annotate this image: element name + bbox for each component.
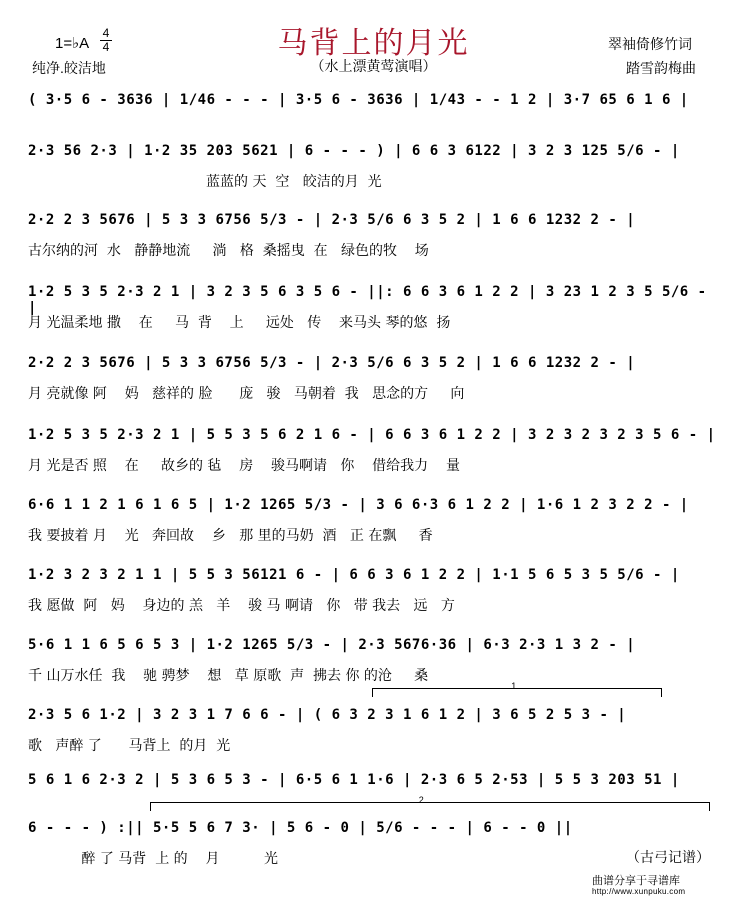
notation-line: 2·2 2 3 5676 | 5 3 3 6756 5/3 - | 2·3 5/6 6 3 5 2 | 1 6 6 1232 2 - | bbox=[28, 355, 636, 371]
notation-line: 1·2 5 3 5 2·3 2 1 | 5 5 3 5 6 2 1 6 - | 6 6 3 6 1 2 2 | 3 2 3 2 3 2 3 5 6 - | bbox=[28, 427, 716, 443]
time-signature bbox=[100, 28, 112, 53]
volta-2-label: 2 bbox=[418, 795, 424, 805]
volta-1 bbox=[372, 681, 662, 691]
lyrics-line: 千 山万水任 我 驰 骋梦 想 草 原歌 声 拂去 你 的沧 桑 bbox=[28, 668, 429, 684]
lyrics-line: 歌 声醉 了 马背上 的月 光 bbox=[28, 738, 231, 754]
lyrics-line: 月 光温柔地 撒 在 马 背 上 远处 传 来马头 琴的悠 扬 bbox=[28, 315, 451, 331]
notation-line: ( 3·5 6 - 3636 | 1/46 - - - | 3·5 6 - 3636 | 1/43 - - 1 2 | 3·7 65 6 1 6 | bbox=[28, 92, 689, 108]
expression-mark: 纯净.皎洁地 bbox=[32, 60, 106, 76]
notation-line: 2·3 56 2·3 | 1·2 35 203 5621 | 6 - - - ) | 6 6 3 6122 | 3 2 3 125 5/6 - | bbox=[28, 143, 680, 159]
song-title: 马背上的月光 bbox=[277, 26, 470, 61]
lyrics-line: 我 要披着 月 光 奔回故 乡 那 里的马奶 酒 正 在飘 香 bbox=[28, 528, 433, 544]
notation-line: 6 - - - ) :|| 5·5 5 6 7 3· | 5 6 - 0 | 5/6 - - - | 6 - - 0 || bbox=[28, 820, 573, 836]
volta-2 bbox=[150, 795, 710, 805]
notation-line: 1·2 3 2 3 2 1 1 | 5 5 3 56121 6 - | 6 6 3 6 1 2 2 | 1·1 5 6 5 3 5 5/6 - | bbox=[28, 567, 680, 583]
lyrics-line: 月 亮就像 阿 妈 慈祥的 脸 庞 骏 马朝着 我 思念的方 向 bbox=[28, 386, 465, 402]
meter-bottom: 4 bbox=[102, 40, 110, 54]
notation-line: 6·6 1 1 2 1 6 1 6 5 | 1·2 1265 5/3 - | 3 6 6·3 6 1 2 2 | 1·6 1 2 3 2 2 - | bbox=[28, 497, 689, 513]
lyrics-line: 古尔纳的河 水 静静地流 淌 格 桑摇曳 在 绿色的牧 场 bbox=[28, 243, 429, 259]
notation-line: 5 6 1 6 2·3 2 | 5 3 6 5 3 - | 6·5 6 1 1·6 | 2·3 6 5 2·53 | 5 5 3 203 51 | bbox=[28, 772, 680, 788]
lyrics-line: 醉 了 马背 上 的 月 光 bbox=[28, 851, 278, 867]
site-url: http://www.xunpuku.com bbox=[592, 887, 686, 896]
notation-line: 5·6 1 1 6 5 6 5 3 | 1·2 1265 5/3 - | 2·3 5676·36 | 6·3 2·3 1 3 2 - | bbox=[28, 637, 636, 653]
volta-1-label: 1 bbox=[511, 681, 517, 691]
notation-line: 1·2 5 3 5 2·3 2 1 | 3 2 3 5 6 3 5 6 - ||: 6 6 3 6 1 2 2 | 3 23 1 2 3 5 5/6 - | bbox=[28, 284, 707, 316]
meter-top: 4 bbox=[102, 26, 110, 40]
notation-line: 2·2 2 3 5676 | 5 3 3 6756 5/3 - | 2·3 5/6 6 3 5 2 | 1 6 6 1232 2 - | bbox=[28, 212, 636, 228]
key-signature: 1=♭A bbox=[55, 35, 90, 52]
lyrics-line: 蓝蓝的 天 空 皎洁的月 光 bbox=[28, 174, 382, 190]
lyrics-line: 月 光是否 照 在 故乡的 毡 房 骏马啊请 你 借给我力 量 bbox=[28, 458, 460, 474]
lyrics-line: 我 愿做 阿 妈 身边的 羔 羊 骏 马 啊请 你 带 我去 远 方 bbox=[28, 598, 455, 614]
composer-credit: 踏雪韵梅曲 bbox=[626, 60, 696, 76]
copyright-text: 曲谱分享于寻谱库 bbox=[592, 875, 680, 887]
transcriber-credit: （古弓记谱） bbox=[626, 849, 710, 865]
lyricist-credit: 翠袖倚修竹词 bbox=[608, 36, 692, 52]
notation-line: 2·3 5 6 1·2 | 3 2 3 1 7 6 6 - | ( 6 3 2 3 1 6 1 2 | 3 6 5 2 5 3 - | bbox=[28, 707, 627, 723]
performer-note: （水上漂黄莺演唱） bbox=[310, 58, 437, 74]
